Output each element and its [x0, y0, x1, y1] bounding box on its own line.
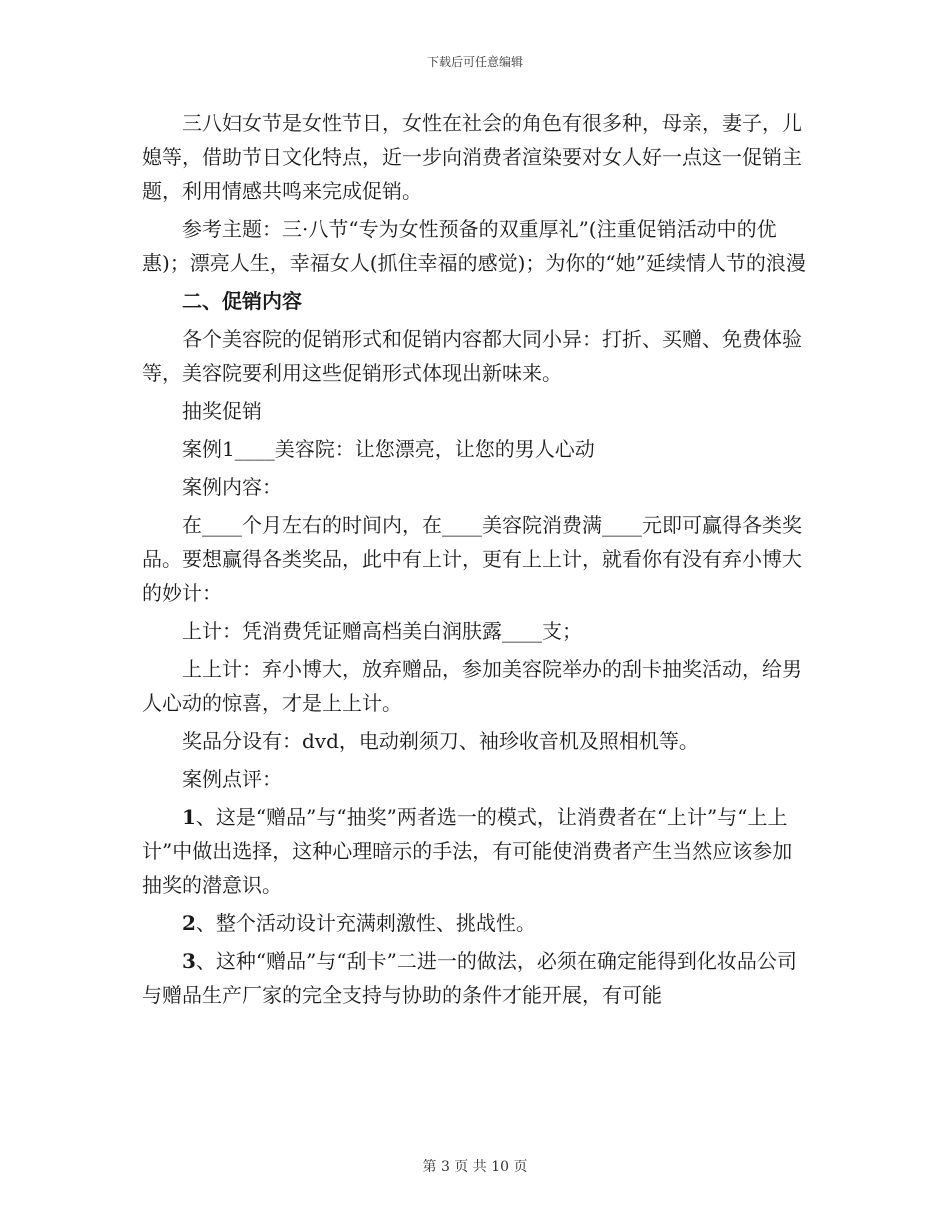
paragraph-case-content-label: 案例内容：	[182, 475, 282, 499]
review-text: 、这种“赠品”与“刮卡”二进一的做法，必须在确定能得到化妆品公司与赠品生产厂家的完全支持与协助的条件才能开展，有可能	[142, 949, 797, 1007]
list-number: 3	[182, 949, 196, 973]
paragraph-review-1	[142, 800, 810, 902]
paragraph-promotion-forms: 各个美容院的促销形式和促销内容都大同小异：打折、买赠、免费体验等，美容院要利用这些促销形式体现出新味来。	[142, 327, 802, 385]
paragraph-prizes: 奖品分设有：dvd，电动剃须刀、袖珍收音机及照相机等。	[182, 729, 699, 753]
list-number: 1	[182, 805, 196, 829]
review-text: 、整个活动设计充满刺激性、挑战性。	[195, 911, 536, 935]
paragraph-review-3	[142, 944, 810, 1012]
paragraph-intro: 三八妇女节是女性节日，女性在社会的角色有很多种，母亲，妻子，儿媳等，借助节日文化特点，近一步向消费者渲染要对女人好一点这一促销主题，利用情感共鸣来完成促销。	[142, 111, 802, 203]
list-number: 2	[182, 911, 196, 935]
paragraph-reference-theme: 参考主题：三·八节“专为女性预备的双重厚礼”(注重促销活动中的优惠)；漂亮人生，幸福女人(抓住幸福的感觉)；为你的“她”延续情人节的浪漫	[142, 217, 806, 275]
paragraph-review-2	[142, 906, 810, 940]
paragraph-review-label: 案例点评：	[182, 767, 282, 791]
paragraph-case-title: 案例1____美容院：让您漂亮，让您的男人心动	[182, 437, 595, 461]
paragraph-case-content: 在____个月左右的时间内，在____美容院消费满____元即可赢得各类奖品。要想赢得各类奖品，此中有上计，更有上上计，就看你有没有弃小博大的妙计：	[142, 513, 802, 605]
page-header: 下载后可任意编辑	[426, 55, 523, 69]
paragraph-upper-plan: 上计：凭消费凭证赠高档美白润肤露____支；	[182, 619, 582, 643]
document-body	[142, 106, 810, 1012]
page-footer: 第 3 页 共 10 页	[422, 1159, 528, 1175]
review-text: 、这是“赠品”与“抽奖”两者选一的模式，让消费者在“上计”与“上上计”中做出选择，这种心理暗示的手法，有可能使消费者产生当然应该参加抽奖的潜意识。	[142, 805, 793, 897]
paragraph-best-plan: 上上计：弃小博大，放弃赠品，参加美容院举办的刮卡抽奖活动，给男人心动的惊喜，才是上上计。	[142, 657, 802, 715]
section-heading: 二、促销内容	[182, 289, 302, 313]
paragraph-lottery-title: 抽奖促销	[182, 399, 262, 423]
